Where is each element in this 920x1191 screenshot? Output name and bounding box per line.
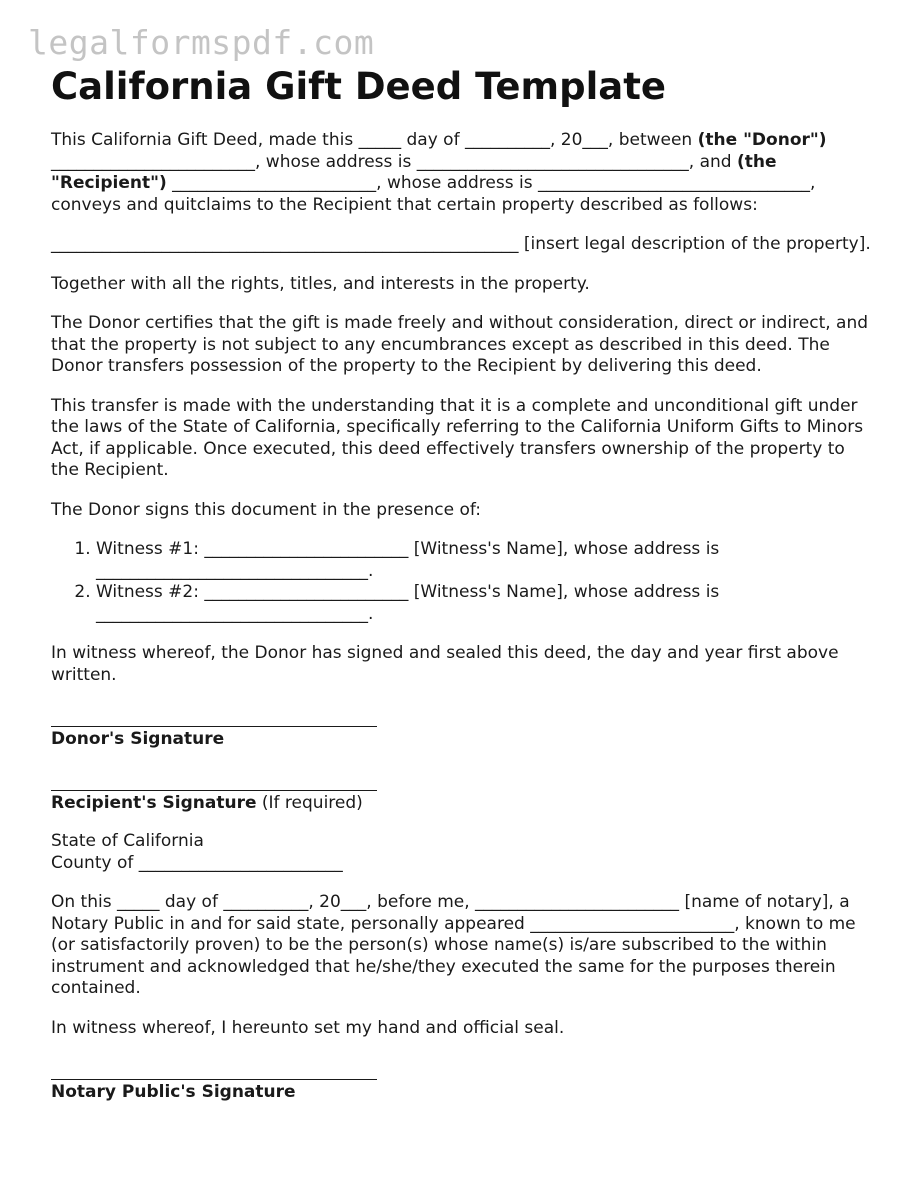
document-page [51,64,877,1103]
intro-text-1: This California Gift Deed, made this _____ day of __________, 20___, between [51,130,698,150]
donor-label: (the "Donor") [697,130,827,150]
county-line: County of ________________________ [51,852,343,873]
watermark: legalformspdf.com [28,23,375,62]
page-title: California Gift Deed Template [51,65,666,108]
donor-signature-block [51,726,877,750]
witness-whereof-paragraph: In witness whereof, the Donor has signed and sealed this deed, the day and year first above written. [51,643,839,685]
notary-signature-label: Notary Public's Signature [51,1082,296,1102]
venue-block [51,831,877,874]
certify-paragraph: The Donor certifies that the gift is made freely and without consideration, direct or indirect, and that the property is not subject to any encumbrances except as described in this deed. The Donor transfers possession of the property to the Recipient by delivering this deed. [51,313,869,376]
legal-description: _______________________________________________________ [insert legal description of the property]. [51,234,871,254]
intro-text-2: ________________________, whose address is ________________________________, and [51,151,737,172]
recipient-signature-label: Recipient's Signature [51,793,257,813]
notary-paragraph: On this _____ day of __________, 20___, before me, ________________________ [name of notary], a Notary Public in and for said state, personally appeared ________________________, known to me (or satisfactorily proven) to be the person(s) whose name(s) is/are subscribed to the within instrument and acknowledged that he/she/they executed the same for the purposes therein contained. [51,892,856,998]
notary-signature-line[interactable] [51,1079,377,1080]
donor-signature-line[interactable] [51,726,377,727]
witness-list [51,539,877,625]
seal-paragraph: In witness whereof, I hereunto set my hand and official seal. [51,1017,565,1038]
donor-signature-label: Donor's Signature [51,729,225,749]
recipient-signature-note: (If required) [256,793,363,813]
witness-item-2: 2. Witness #2: ________________________ [Witness's Name], whose address is ________________________________. [96,582,877,625]
recipient-signature-block [51,790,877,814]
rights-paragraph: Together with all the rights, titles, and interests in the property. [51,273,590,294]
presence-paragraph: The Donor signs this document in the presence of: [51,499,481,520]
state-line: State of California [51,831,204,851]
witness-item-1: 1. Witness #1: ________________________ [Witness's Name], whose address is ________________________________. [96,539,877,582]
intro-paragraph [51,130,877,216]
intro-text-3: ________________________, whose address is ________________________________, conveys and quitclaims to the Recipient that certain property described as follows: [51,173,816,215]
recipient-label: (the "Recipient") [51,151,777,193]
recipient-signature-line[interactable] [51,790,377,791]
notary-signature-block [51,1079,877,1103]
transfer-paragraph: This transfer is made with the understanding that it is a complete and unconditional gift under the laws of the State of California, specifically referring to the California Uniform Gifts to Minors Act, if applicable. Once executed, this deed effectively transfers ownership of the property to the Recipient. [51,395,864,480]
